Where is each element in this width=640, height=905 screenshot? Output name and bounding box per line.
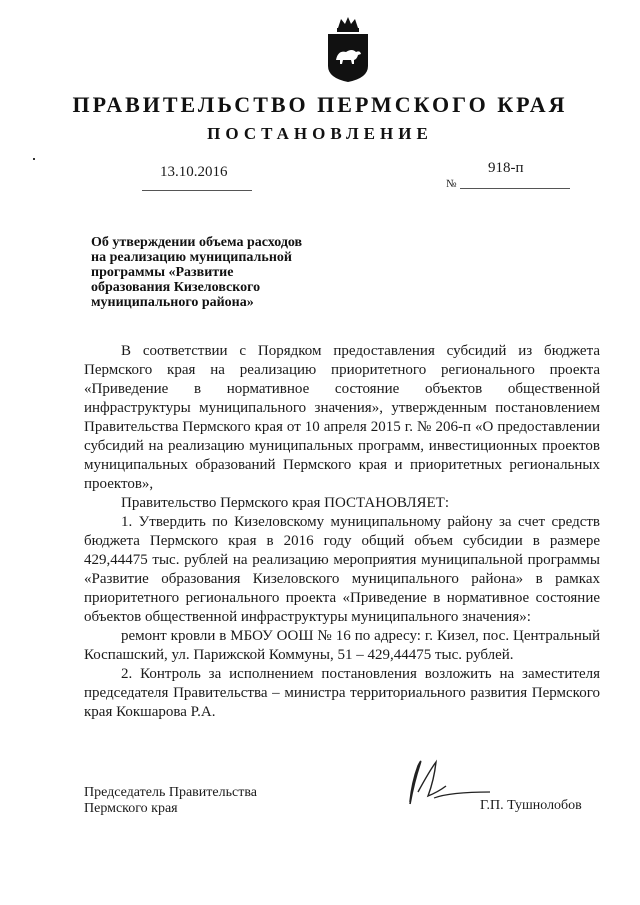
body-paragraph-repair: ремонт кровли в МБОУ ООШ № 16 по адресу: г. Кизел, пос. Центральный Коспашский, ул. Парижской Коммуны, 51 – 429,44475 тыс. рублей. <box>84 628 600 663</box>
scan-mark <box>33 158 35 160</box>
body-paragraph-item-2: 2. Контроль за исполнением постановления возложить на заместителя председателя Правительства – министра территориального развития Пермского края Кокшарова Р.А. <box>84 666 600 720</box>
signatory-name: Г.П. Тушнолобов <box>480 798 582 813</box>
document-body <box>84 342 600 722</box>
body-paragraph-preamble: В соответствии с Порядком предоставления субсидий из бюджета Пермского края на реализацию приоритетного регионального проекта «Приведение в нормативное состояние объектов общественной инфраструктуры муниципального значения», утвержденным постановлением Правительства Пермского края от 10 апреля 2015 г. № 206-п «О предоставлении субсидий на реализацию муниципальных программ, инвестиционных проектов муниципальных образований Пермского края и приоритетных региональных проектов», <box>84 343 600 492</box>
document-number: 918-п <box>488 160 524 176</box>
document-date: 13.10.2016 <box>160 164 228 180</box>
document-subject: Об утверждении объема расходов на реализацию муниципальной программы «Развитие образования Кизеловского муниципального района» <box>91 235 303 310</box>
body-paragraph-item-1: 1. Утвердить по Кизеловскому муниципальному району за счет средств бюджета Пермского края в 2016 году общий объем субсидии в размере 429,44475 тыс. рублей на реализацию мероприятия муниципальной программы «Развитие образования Кизеловского муниципального района» в рамках приоритетного регионального проекта «Приведение в нормативное состояние объектов общественной инфраструктуры муниципального значения»: <box>84 514 600 625</box>
coat-of-arms-icon <box>324 14 372 84</box>
number-label: № <box>446 178 457 190</box>
government-title: ПРАВИТЕЛЬСТВО ПЕРМСКОГО КРАЯ <box>72 92 568 117</box>
signatory-title: Председатель Правительства Пермского края <box>84 785 257 816</box>
document-type: ПОСТАНОВЛЕНИЕ <box>207 124 433 143</box>
body-paragraph-resolves: Правительство Пермского края ПОСТАНОВЛЯЕТ: <box>121 495 450 511</box>
number-underline <box>460 188 570 189</box>
date-underline <box>142 190 252 191</box>
